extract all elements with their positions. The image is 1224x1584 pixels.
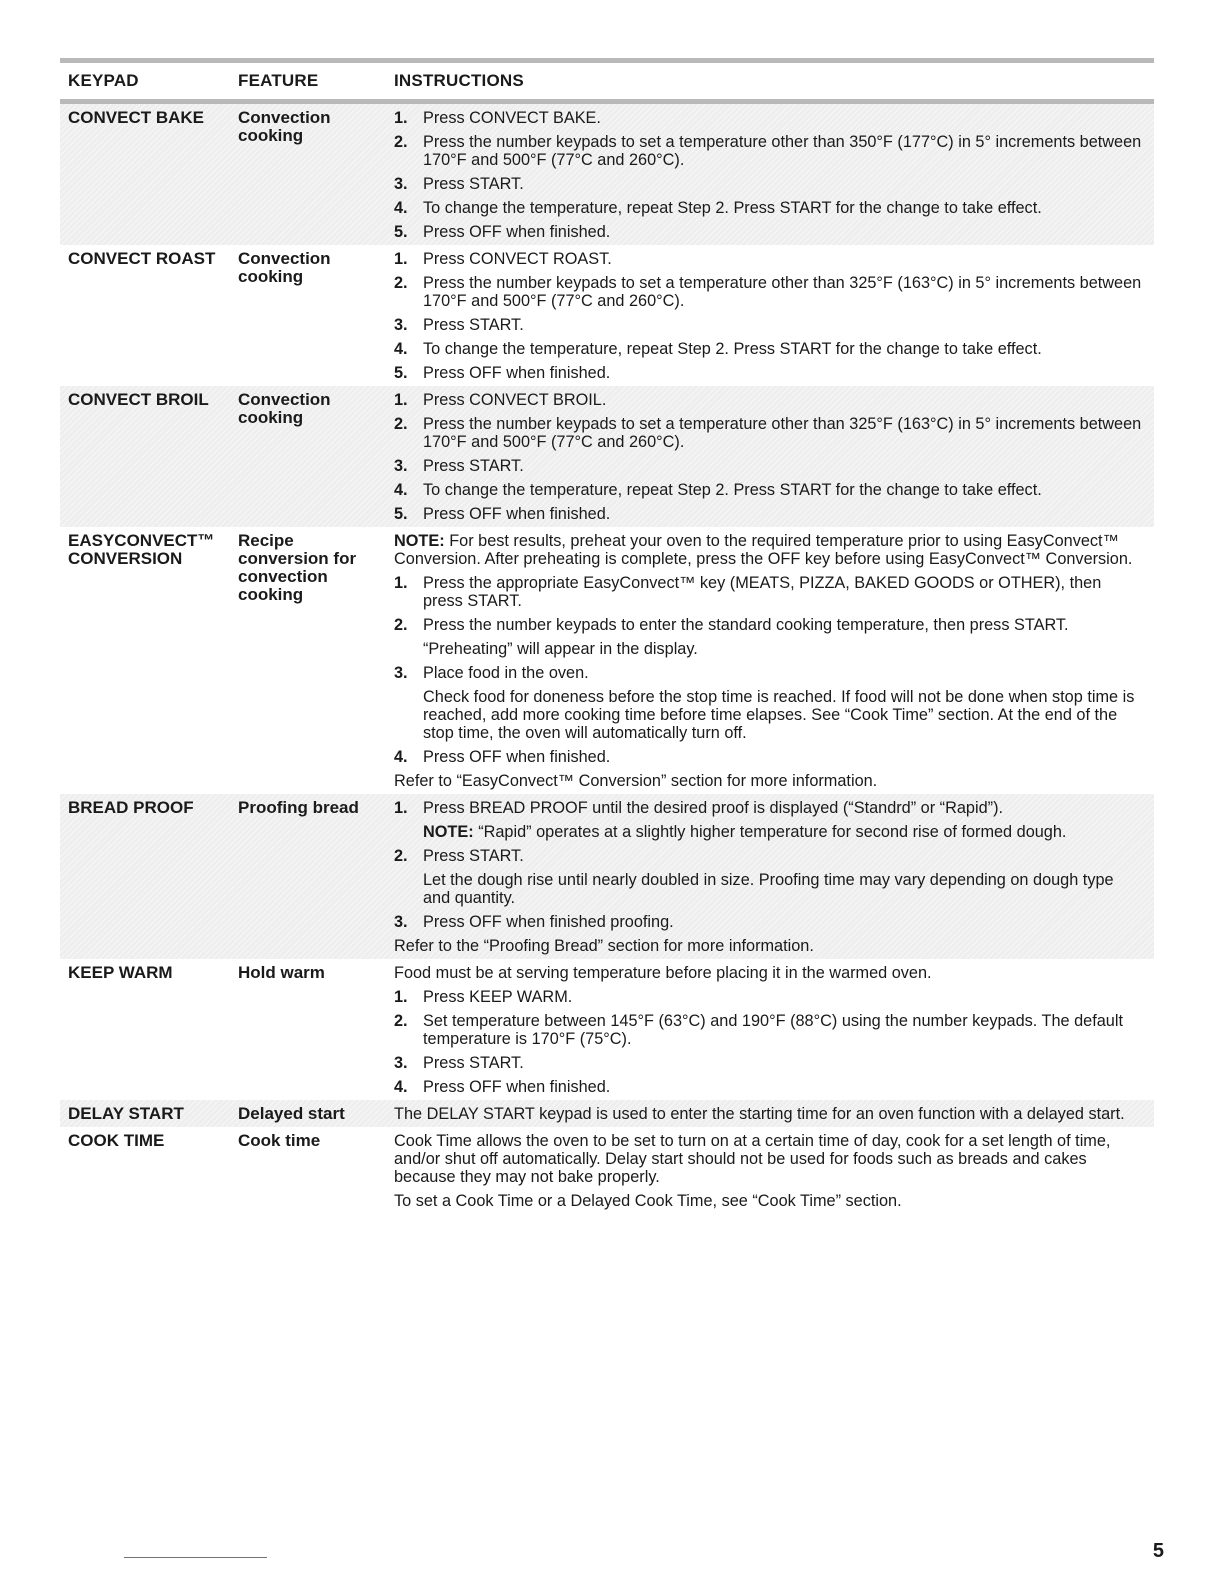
instructions (386, 1132, 1154, 1210)
step-text: Press START. (423, 175, 524, 193)
step-number: 2. (394, 274, 408, 292)
header-keypad: KEYPAD (68, 71, 139, 90)
table-row (60, 386, 1154, 527)
table-row (60, 1100, 1154, 1127)
feature-name: Convection cooking (238, 108, 331, 145)
instructions (386, 532, 1154, 790)
keypad-feature-table (60, 58, 1154, 1214)
table-row (60, 794, 1154, 959)
step (394, 481, 1144, 499)
keypad-name: COOK TIME (68, 1131, 165, 1150)
description-text: The DELAY START keypad is used to enter the starting time for an oven function with a delayed start. (394, 1105, 1125, 1123)
step-text: Press CONVECT BAKE. (423, 109, 601, 127)
step (394, 133, 1144, 169)
table-row (60, 245, 1154, 386)
instructions (386, 250, 1154, 382)
step-number: 2. (394, 133, 408, 151)
step (394, 250, 1144, 268)
step-detail: Check food for doneness before the stop time is reached. If food will not be done when stop time is reached, add more cooking time before time elapses. See “Cook Time” section. At the end of the stop time, the oven will automatically turn off. (423, 688, 1135, 742)
step (394, 574, 1144, 610)
step-text: Press START. (423, 316, 524, 334)
step-number: 1. (394, 250, 408, 268)
table-row (60, 959, 1154, 1100)
table-row (60, 104, 1154, 245)
step-number: 1. (394, 391, 408, 409)
note-text: “Rapid” operates at a slightly higher temperature for second rise of formed dough. (478, 823, 1067, 841)
step (394, 847, 1144, 865)
feature-name: Hold warm (238, 963, 325, 982)
step-text: Press BREAD PROOF until the desired proof is displayed (“Standrd” or “Rapid”). (423, 799, 1004, 817)
step (394, 1012, 1144, 1048)
step-text: To change the temperature, repeat Step 2. Press START for the change to take effect. (423, 199, 1042, 217)
feature-name: Convection cooking (238, 390, 331, 427)
step (394, 364, 1144, 382)
keypad-name: DELAY START (68, 1104, 184, 1123)
step-number: 2. (394, 847, 408, 865)
step-text: Set temperature between 145°F (63°C) and 190°F (88°C) using the number keypads. The default temperature is 170°F (75°C). (423, 1012, 1123, 1048)
step-number: 3. (394, 913, 408, 931)
step-detail: “Preheating” will appear in the display. (423, 640, 698, 658)
step (394, 223, 1144, 241)
step-number: 1. (394, 799, 408, 817)
step-number: 4. (394, 481, 408, 499)
keypad-name: CONVECT BROIL (68, 390, 209, 409)
step (394, 1054, 1144, 1072)
table-row (60, 527, 1154, 794)
instructions (386, 109, 1154, 241)
note-label: NOTE: (423, 823, 474, 841)
step (394, 664, 1144, 682)
keypad-name: EASYCONVECT™ CONVERSION (68, 531, 215, 568)
step-text: Press OFF when finished. (423, 748, 611, 766)
step (394, 199, 1144, 217)
step-number: 4. (394, 1078, 408, 1096)
table-header (60, 58, 1154, 104)
step-number: 3. (394, 316, 408, 334)
step-number: 1. (394, 988, 408, 1006)
step (394, 799, 1144, 817)
step (394, 316, 1144, 334)
step-number: 5. (394, 505, 408, 523)
instructions (386, 964, 1154, 1096)
instructions (386, 799, 1154, 955)
feature-name: Cook time (238, 1131, 321, 1150)
step-text: Press START. (423, 457, 524, 475)
step (394, 505, 1144, 523)
step-text: Press OFF when finished. (423, 505, 611, 523)
step (394, 913, 1144, 931)
step-text: Press KEEP WARM. (423, 988, 573, 1006)
step-text: Press the number keypads to set a temperature other than 325°F (163°C) in 5° increments between 170°F and 500°F (77°C and 260°C). (423, 274, 1142, 310)
step (394, 748, 1144, 766)
keypad-name: BREAD PROOF (68, 798, 194, 817)
step-number: 3. (394, 175, 408, 193)
step-text: To change the temperature, repeat Step 2. Press START for the change to take effect. (423, 340, 1042, 358)
step-text: Press CONVECT BROIL. (423, 391, 607, 409)
step-detail: Let the dough rise until nearly doubled in size. Proofing time may vary depending on dough type and quantity. (423, 871, 1114, 907)
step-number: 1. (394, 109, 408, 127)
instructions (386, 391, 1154, 523)
step-number: 2. (394, 1012, 408, 1030)
step-text: Press OFF when finished. (423, 364, 611, 382)
reference-text: To set a Cook Time or a Delayed Cook Time, see “Cook Time” section. (394, 1192, 902, 1210)
step-text: Press START. (423, 847, 524, 865)
note-text: For best results, preheat your oven to the required temperature prior to using EasyConvect™ Conversion. After preheating is complete, press the OFF key before using EasyConvect™ Conversion. (394, 532, 1133, 568)
step (394, 415, 1144, 451)
step-number: 2. (394, 415, 408, 433)
step (394, 391, 1144, 409)
page-number: 5 (1152, 1540, 1164, 1562)
keypad-name: CONVECT ROAST (68, 249, 216, 268)
instructions (386, 1105, 1154, 1123)
note (394, 532, 1144, 568)
step-note (423, 823, 1144, 841)
feature-name: Convection cooking (238, 249, 331, 286)
step (394, 175, 1144, 193)
step-text: Press the appropriate EasyConvect™ key (MEATS, PIZZA, BAKED GOODS or OTHER), then press START. (423, 574, 1102, 610)
step-text: Press OFF when finished. (423, 223, 611, 241)
header-instructions: INSTRUCTIONS (394, 71, 524, 90)
step-text: Press OFF when finished. (423, 1078, 611, 1096)
step-number: 3. (394, 457, 408, 475)
step-number: 4. (394, 748, 408, 766)
step-text: Press OFF when finished proofing. (423, 913, 674, 931)
step-text: Place food in the oven. (423, 664, 589, 682)
intro-text: Food must be at serving temperature before placing it in the warmed oven. (394, 964, 932, 982)
feature-name: Delayed start (238, 1104, 345, 1123)
keypad-name: CONVECT BAKE (68, 108, 205, 127)
step-text: To change the temperature, repeat Step 2. Press START for the change to take effect. (423, 481, 1042, 499)
step-text: Press the number keypads to set a temperature other than 350°F (177°C) in 5° increments between 170°F and 500°F (77°C and 260°C). (423, 133, 1142, 169)
step-text: Press the number keypads to set a temperature other than 325°F (163°C) in 5° increments between 170°F and 500°F (77°C and 260°C). (423, 415, 1142, 451)
note-label: NOTE: (394, 532, 445, 550)
reference-text: Refer to “EasyConvect™ Conversion” section for more information. (394, 772, 878, 790)
description-text: Cook Time allows the oven to be set to turn on at a certain time of day, cook for a set length of time, and/or shut off automatically. Delay start should not be used for foods such as breads and cakes because they may not bake properly. (394, 1132, 1111, 1186)
feature-name: Recipe conversion for convection cooking (238, 531, 357, 604)
step (394, 109, 1144, 127)
step-number: 2. (394, 616, 408, 634)
step-text: Press the number keypads to enter the standard cooking temperature, then press START. (423, 616, 1069, 634)
step-number: 3. (394, 1054, 408, 1072)
table-row (60, 1127, 1154, 1214)
step (394, 457, 1144, 475)
footer-rule (124, 1557, 267, 1558)
keypad-name: KEEP WARM (68, 963, 173, 982)
step (394, 616, 1144, 634)
step (394, 1078, 1144, 1096)
step-number: 1. (394, 574, 408, 592)
step (394, 274, 1144, 310)
step (394, 988, 1144, 1006)
step-text: Press START. (423, 1054, 524, 1072)
step-number: 5. (394, 364, 408, 382)
step-number: 3. (394, 664, 408, 682)
reference-text: Refer to the “Proofing Bread” section for more information. (394, 937, 814, 955)
feature-name: Proofing bread (238, 798, 359, 817)
step-number: 4. (394, 340, 408, 358)
header-feature: FEATURE (238, 71, 319, 90)
step-text: Press CONVECT ROAST. (423, 250, 612, 268)
step-number: 4. (394, 199, 408, 217)
step-number: 5. (394, 223, 408, 241)
step (394, 340, 1144, 358)
